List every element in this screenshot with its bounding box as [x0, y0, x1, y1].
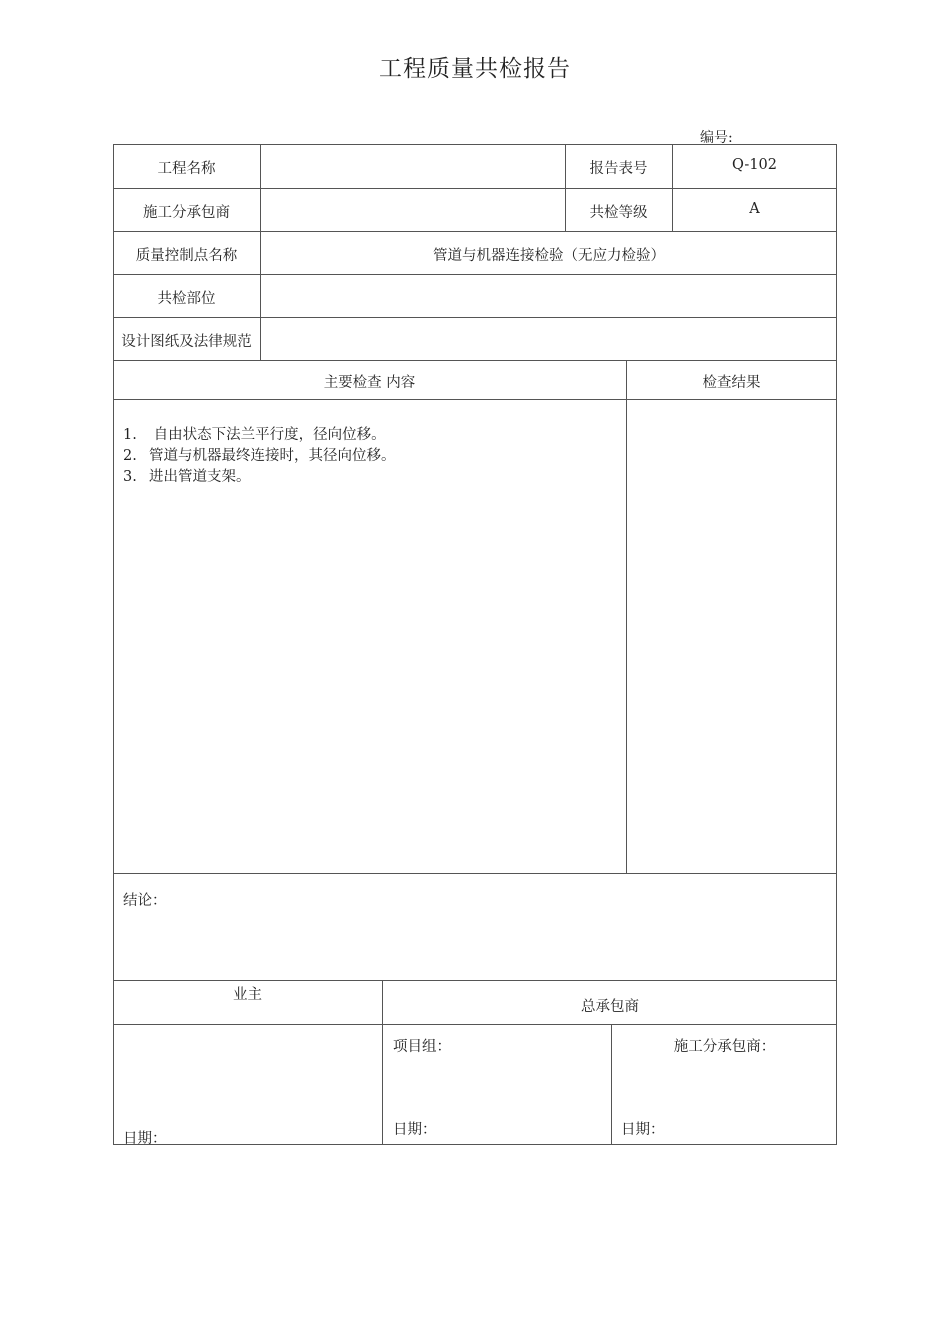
conclusion-label: 结论： [123, 893, 167, 909]
project-team-date-label: 日期： [393, 1122, 437, 1138]
content-header: 主要检查 内容 [323, 375, 416, 391]
row-divider [113, 274, 837, 275]
list-item: 3. 进出管道支架。 [123, 469, 251, 485]
inspection-part-label: 共检部位 [157, 291, 216, 307]
project-name-label: 工程名称 [157, 161, 216, 177]
subcontractor-date-label: 日期： [621, 1122, 665, 1138]
subcontractor-sign-label: 施工分承包商： [673, 1039, 776, 1055]
owner-date-label: 日期： [123, 1131, 167, 1147]
row-divider [113, 188, 837, 189]
column-divider [626, 360, 627, 874]
owner-header: 业主 [233, 987, 262, 1003]
row-divider [113, 317, 837, 318]
inspection-level-value: A [749, 201, 760, 217]
inspection-items-list [123, 425, 396, 488]
general-contractor-header: 总承包商 [581, 999, 639, 1015]
result-header: 检查结果 [702, 375, 761, 391]
row-divider [113, 231, 837, 232]
inspection-level-label: 共检等级 [589, 205, 648, 221]
row-divider [113, 980, 837, 981]
row-divider [113, 873, 837, 874]
page-title: 工程质量共检报告 [379, 56, 571, 82]
row-divider [113, 1024, 837, 1025]
control-point-label: 质量控制点名称 [135, 248, 238, 264]
report-no-value: Q-102 [732, 157, 777, 173]
project-team-label: 项目组： [393, 1039, 451, 1055]
control-point-value: 管道与机器连接检验（无应力检验） [433, 248, 665, 264]
list-item: 1. 自由状态下法兰平行度，径向位移。 [123, 427, 386, 443]
serial-number-label: 编号: [700, 130, 733, 146]
subcontractor-label: 施工分承包商 [143, 205, 230, 221]
row-divider [113, 399, 837, 400]
report-no-label: 报告表号 [589, 161, 648, 177]
list-item: 2. 管道与机器最终连接时，其径向位移。 [123, 448, 396, 464]
inspection-form [113, 144, 837, 1145]
row-divider [113, 360, 837, 361]
design-spec-label: 设计图纸及法律规范 [121, 334, 252, 350]
